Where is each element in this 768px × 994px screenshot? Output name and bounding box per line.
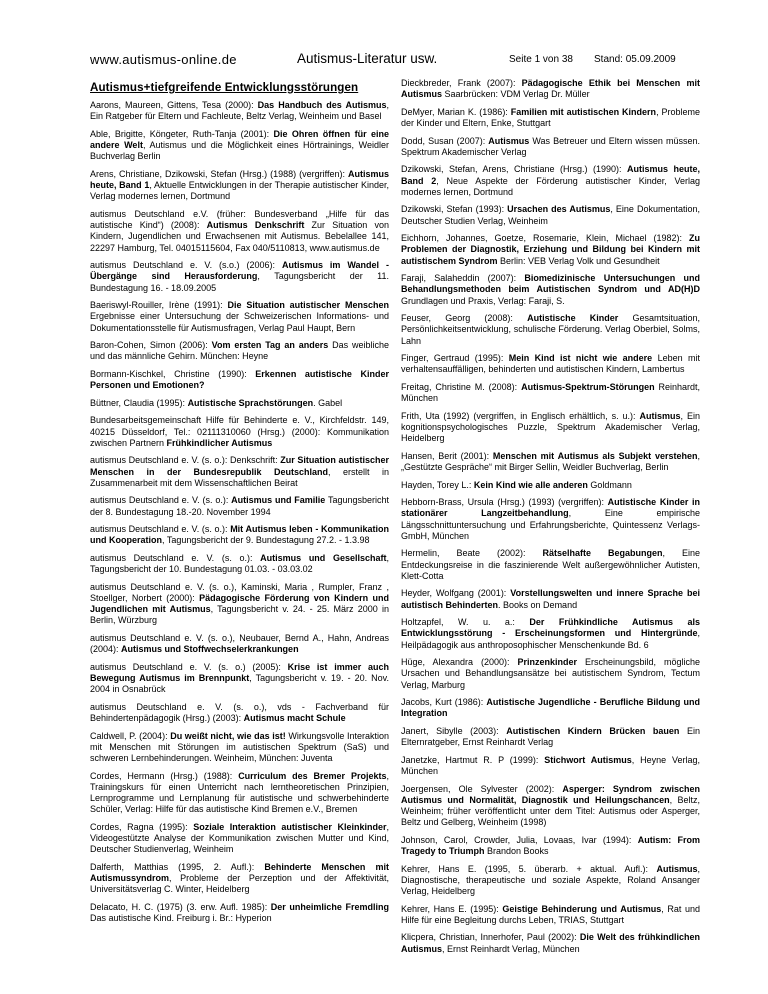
bibliography-entry [90, 455, 389, 489]
entry-title: Autismus im Wandel - Übergänge sind Herausforderung [90, 260, 389, 282]
entry-publisher: , Ein Ratgeber für Eltern und Fachleute, Beltz Verlag, Weinheim und Basel [90, 100, 389, 122]
entry-title: Prinzenkinder [517, 657, 577, 668]
entry-title: Autism: From Tragedy to Triumph [401, 834, 701, 856]
entry-title: Autismus heute, Band 1 [90, 169, 389, 191]
entry-publisher: , Rat und Hilfe für eine Begleitung durchs Leben, TRIAS, Stuttgart [401, 903, 700, 925]
entry-title: Kein Kind wie alle anderen [473, 479, 588, 490]
entry-title: Pädagogische Förderung von Kindern und Jugendlichen mit Autismus [90, 592, 389, 615]
document-title: Autismus-Literatur usw. [297, 51, 438, 66]
entry-author: Kehrer, Hans E. (1995): [401, 903, 503, 914]
entry-author: Aarons, Maureen, Gittens, Tesa (2000): [90, 100, 258, 111]
entry-title: Curriculum des Bremer Projekts [238, 770, 387, 781]
entry-author: Faraji, Salaheddin (2007): [401, 273, 525, 284]
entry-author: DeMyer, Marian K. (1986): [401, 106, 511, 117]
bibliography-entry [401, 755, 700, 777]
bibliography-entry [90, 731, 389, 765]
bibliography-entry [90, 822, 389, 856]
bibliography-entry [401, 353, 700, 375]
entry-publisher: , Ein kognitionspsychologisches Puzzle, Spektrum Akademischer Verlag, Heidelberg [401, 410, 700, 444]
entry-author: Freitag, Christine M. (2008): [401, 381, 522, 392]
entry-author: Dalferth, Matthias (1995, 2. Aufl.): [90, 861, 265, 872]
entry-author: Eichhorn, Johannes, Goetze, Rosemarie, Klein, Michael (1982): [401, 233, 689, 244]
entry-title: Menschen mit Autismus als Subjekt verstehen [492, 450, 698, 461]
entry-publisher: , Heyne Verlag, München [401, 754, 700, 776]
bibliography-entry [90, 582, 389, 627]
page-header [0, 0, 768, 80]
entry-publisher: Zur Situation von Kindern, Jugendlichen und Erwachsenen mit Autismus. Bebelallee 141, 22297 Hamburg, Tel. 04015115604, Fax 040/5110813, www.autismus.de [90, 220, 389, 253]
entry-title: Autistische Kinder [527, 313, 619, 324]
entry-title: Zur Situation autistischer Menschen in der Bundesrepublik Deutschland [90, 455, 390, 477]
bibliography-entry [401, 204, 700, 226]
entry-author: Bormann-Kischkel, Christine (1990): [90, 369, 256, 379]
bibliography-entry [401, 726, 700, 748]
bibliography-entry [90, 415, 389, 449]
entry-author: Büttner, Claudia (1995): [90, 397, 188, 408]
right-column [401, 78, 700, 961]
entry-author: Delacato, H. C. (1975) (3. erw. Aufl. 1985): [90, 901, 271, 912]
entry-author: Caldwell, P. (2004): [90, 730, 171, 741]
entry-publisher: , Probleme der Perzeption und der Affektivität, Universitätsverlag C. Winter, Heidelberg [90, 872, 389, 895]
entry-author: Finger, Gertraud (1995): [401, 353, 509, 364]
page-number: Seite 1 von 38 [509, 54, 573, 65]
entry-title: Autismus [639, 410, 681, 421]
bibliography-entry [401, 497, 700, 542]
bibliography-entry [90, 369, 389, 391]
entry-publisher: Goldmann [587, 479, 632, 490]
bibliography-entry [401, 136, 700, 158]
entry-author: Cordes, Hermann (Hrsg.) (1988): [90, 770, 239, 781]
entry-title: Stichwort Autismus [544, 754, 632, 765]
bibliography-entry [90, 862, 389, 896]
bibliography-entry [90, 340, 389, 362]
entry-title: Vom ersten Tag an anders [211, 340, 329, 351]
entry-title: Ursachen des Autismus [507, 204, 611, 215]
entry-author: Klicpera, Christian, Innerhofer, Paul (2002): [401, 932, 580, 943]
entry-title: Geistige Behinderung und Autismus [502, 903, 662, 914]
entry-publisher: , Tagungsbericht v. 19. - 20. Nov. 2004 in Osnabrück [90, 672, 389, 695]
entry-title: Soziale Interaktion autistischer Kleinkinder [193, 821, 387, 832]
entry-author: Dieckbreder, Frank (2007): [401, 78, 522, 88]
entry-title: Zu Problemen der Diagnostik, Erziehung und Bildung bei Kindern mit autistischem Syndrom [401, 233, 700, 266]
bibliography-entry [90, 300, 389, 334]
bibliography-entry [90, 495, 389, 517]
site-url[interactable]: www.autismus-online.de [90, 52, 237, 67]
entry-author: Janetzke, Hartmut R. P (1999): [401, 754, 545, 765]
entry-publisher: Reinhardt, München [401, 381, 700, 404]
entry-author: autismus Deutschland e. V. (s. o.), Neubauer, Bernd A., Hahn, Andreas (2004): [90, 632, 389, 655]
bibliography-entry [90, 553, 389, 575]
entry-author: Heyder, Wolfgang (2001): [401, 588, 511, 599]
entry-title: Asperger: Syndrom zwischen Autismus und Normalität, Diagnostik und Heilungschancen [401, 783, 700, 805]
bibliography-entry [90, 702, 389, 724]
entry-title: Autismus und Gesellschaft [260, 552, 387, 563]
entry-author: Hansen, Berit (2001): [401, 450, 493, 461]
entry-title: Du weißt nicht, wie das ist! [170, 730, 286, 741]
entry-publisher: , Aktuelle Entwicklungen in der Therapie autistischer Kinder, Verlag modernes lernen, Dortmund [90, 180, 389, 202]
entry-title: Mit Autismus leben - Kommunikation und Kooperation [90, 524, 389, 546]
entry-publisher: , Ernst Reinhardt Verlag, München [442, 943, 580, 954]
entry-author: Arens, Christiane, Dzikowski, Stefan (Hrsg.) (1988) (vergriffen): [90, 169, 348, 179]
entry-title: Autistische Jugendliche - Berufliche Bildung und Integration [401, 697, 701, 719]
entry-title: Autistische Kinder in stationärer Langzeitbehandlung [401, 497, 700, 519]
entry-publisher: , Eine Dokumentation, Deutscher Studien Verlag, Weinheim [401, 204, 700, 226]
entry-author: Baron-Cohen, Simon (2006): [90, 340, 212, 351]
bibliography-entry [401, 835, 700, 857]
bibliography-entry [401, 932, 700, 954]
entry-publisher: Leben mit verhaltensauffälligen, behinderten und autistischen Kindern, Lambertus [401, 353, 700, 375]
bibliography-entry [90, 209, 389, 254]
entry-author: Dzikowski, Stefan, Arens, Christiane (Hrsg.) (1990): [401, 164, 627, 175]
entry-publisher: , Neue Aspekte der Förderung autistischer Kinder, Verlag modernes lernen, Dortmund [401, 175, 700, 197]
entry-title: Autistischen Kindern Brücken bauen [506, 725, 680, 736]
bibliography-entry [401, 411, 700, 445]
entry-author: autismus Deutschland e. V. (s. o.), Kaminski, Maria , Rumpler, Franz , Stoellger, Norbert (2000): [90, 581, 389, 603]
entry-publisher: , Diagnostische, therapeutische und soziale Aspekte, Roland Ansanger Verlag, Heidelberg [401, 863, 700, 896]
bibliography-entry [401, 657, 700, 691]
entry-publisher: , „Gestützte Gespräche“ mit Birger Sellin, Weidler Buchverlag, Berlin [401, 450, 700, 472]
entry-author: Kehrer, Hans E. (1995, 5. überarb. + aktual. Aufl.): [401, 863, 657, 874]
entry-title: Autismus und Familie [231, 495, 326, 506]
entry-publisher: Tagungsbericht der 8. Bundestagung 18.-20. November 1994 [90, 495, 389, 517]
entry-publisher: Wirkungsvolle Interaktion mit Menschen mit Störungen im autistischen Spektrum (SaS) und schweren Lernbehinderungen. Weinheim, München: Juventa [90, 730, 390, 763]
entry-publisher: Berlin: VEB Verlag Volk und Gesundheit [497, 255, 660, 266]
entry-author: Cordes, Ragna (1995): [90, 821, 194, 832]
bibliography-entry [90, 398, 389, 409]
bibliography-entry [90, 771, 389, 816]
entry-title: Behinderte Menschen mit Autismussyndrom [90, 861, 389, 883]
bibliography-entry [401, 697, 700, 719]
entry-author: Frith, Uta (1992) (vergriffen, in Englisch erhältlich, s. u.): [401, 410, 640, 421]
entry-publisher: , Autismus und die Möglichkeit eines Hörtrainings, Weidler Buchverlag Berlin [90, 140, 389, 162]
entry-title: Autistische Sprachstörungen [187, 397, 314, 408]
entry-title: Biomedizinische Untersuchungen und Behandlungsmethoden beim Autistischen Syndrom und AD(H)D [401, 273, 701, 295]
bibliography-entry [90, 662, 389, 696]
bibliography-entry [90, 524, 389, 546]
entry-title: Pädagogische Ethik bei Menschen mit Autismus [401, 78, 700, 100]
entry-publisher: , Trainingskurs für einen Unterricht nach lerntheoretischen Prinzipien, Lernprogramme und Lernplanung für autistische und schwerbehinderte Schüler, Verlag: Hilfe für das autistische Kind Bremen e.V., Bremen [90, 770, 389, 815]
bibliography-entry [401, 617, 700, 651]
entry-author: autismus Deutschland e. V. (s. o.): [90, 495, 232, 506]
revision-date: Stand: 05.09.2009 [594, 54, 676, 65]
entry-title: Der Frühkindliche Autismus als Entwicklungsstörung - Erscheinungsformen und Hintergründe [401, 617, 700, 639]
entry-title: Autismus [656, 863, 698, 874]
bibliography-entry [401, 588, 700, 610]
entry-title: Autismus und Stoffwechselerkrankungen [121, 644, 299, 655]
entry-title: Vorstellungswelten und innere Sprache bei autistisch Behinderten [401, 588, 700, 610]
entry-author: Hüge, Alexandra (2000): [401, 657, 518, 668]
entry-publisher: Was Betreuer und Eltern wissen müssen. Spektrum Akademischer Verlag [401, 135, 700, 157]
entry-publisher: Saarbrücken: VDM Verlag Dr. Müller [442, 89, 590, 100]
bibliography-entry [401, 107, 700, 129]
entry-title: Die Ohren öffnen für eine andere Welt [90, 129, 389, 151]
entry-title: Die Situation autistischer Menschen [227, 300, 389, 311]
entry-title: Der unheimliche Fremdling [270, 901, 389, 912]
bibliography-entry [401, 451, 700, 473]
entry-title: Krise ist immer auch Bewegung Autismus im Brennpunkt [90, 661, 389, 683]
entry-title: Autismus macht Schule [243, 712, 346, 723]
entry-author: autismus Deutschland e. V. (s. o.), vds - Fachverband für Behindertenpädagogik (Hrsg.) (2003): [90, 701, 389, 723]
bibliography-entry [401, 548, 700, 582]
bibliography-entry [401, 164, 700, 198]
entry-title: Autismus-Spektrum-Störungen [521, 381, 655, 392]
entry-title: Frühkindlicher Autismus [166, 437, 273, 448]
entry-publisher: . Gabel [313, 397, 343, 408]
entry-author: autismus Deutschland e. V. (s.o.) (2006): [90, 260, 282, 271]
entry-title: Autismus [488, 135, 530, 146]
entry-author: Bundesarbeitsgemeinschaft Hilfe für Behinderte e. V., Kirchfeldstr. 149, 40215 Düsseldorf, Tel.: 02111310060 (Hrsg.) (2000): Kommunikation zwischen Partnern [90, 415, 389, 448]
entry-author: autismus Deutschland e. V. (s. o.): Denkschrift: [90, 455, 281, 466]
entry-author: autismus Deutschland e.V. (früher: Bundesverband „Hilfe für das autistische Kind“) (2008): [90, 209, 389, 231]
bibliography-entry [401, 233, 700, 267]
entry-author: Feuser, Georg (2008): [401, 313, 528, 324]
section-heading: Autismus+tiefgreifende Entwicklungsstörungen [90, 81, 359, 94]
bibliography-entry [90, 633, 389, 655]
entry-publisher: Ein Elternratgeber, Ernst Reinhardt Verlag [401, 725, 700, 748]
entry-publisher: Das weibliche und das männliche Gehirn. München: Heyne [90, 340, 390, 362]
bibliography-entry [401, 784, 700, 829]
entry-author: Baeriswyl-Rouiller, Irène (1991): [90, 300, 228, 311]
bibliography-entry [90, 902, 389, 924]
entry-author: Hebborn-Brass, Ursula (Hrsg.) (1993) (vergriffen): [401, 497, 608, 508]
entry-publisher: , Eine empirische Längsschnittuntersuchung und Erfahrungsberichte, Quintessenz Verlags-GmbH, München [401, 508, 701, 541]
entry-author: autismus Deutschland e. V. (s. o.): [90, 552, 261, 563]
entry-publisher: Grundlagen und Praxis, Verlag: Faraji, S. [401, 295, 565, 306]
entry-author: Hermelin, Beate (2002): [401, 548, 543, 559]
entry-title: Autismus heute, Band 2 [401, 164, 700, 186]
bibliography-entry [90, 100, 389, 122]
bibliography-entry [90, 169, 389, 203]
entry-author: Janert, Sibylle (2003): [401, 725, 507, 736]
entry-author: Joergensen, Ole Sylvester (2002): [401, 783, 563, 794]
entry-author: Dzikowski, Stefan (1993): [401, 204, 508, 215]
left-column [90, 82, 389, 931]
entry-title: Das Handbuch des Autismus [257, 100, 387, 111]
bibliography-entry [401, 480, 700, 491]
entry-title: Erkennen autistische Kinder Personen und Emotionen? [90, 369, 389, 391]
entry-publisher: Ergebnisse einer Untersuchung der Schweizerischen Informations- und Dokumentationsstelle für Autismusfragen, Verlag Paul Haupt, Bern [90, 311, 389, 333]
entry-publisher: , Tagungsbericht v. 24. - 25. März 2000 in Berlin, Würzburg [90, 604, 389, 626]
entry-publisher: Das autistische Kind. Freiburg i. Br.: Hyperion [90, 912, 272, 923]
bibliography-entry [401, 904, 700, 926]
entry-publisher: , erstellt in Zusammenarbeit mit dem Wissenschaftlichen Beirat [90, 466, 389, 488]
bibliography-entry [401, 273, 700, 307]
entry-publisher: Erscheinungsbild, mögliche Ursachen und Behandlungsansätze bei autistischem Syndrom, Tectum Verlag, Marburg [401, 657, 700, 690]
bibliography-entry [401, 313, 700, 347]
bibliography-entry [401, 382, 700, 404]
entry-publisher: , Videogestützte Analyse der Kommunikation zwischen Mutter und Kind, Deutscher Studienverlag, Weinheim [90, 821, 389, 855]
entry-publisher: , Tagungsbericht der 10. Bundestagung 01.03. - 03.03.02 [90, 552, 390, 575]
entry-author: Hayden, Torey L.: [401, 479, 474, 490]
entry-title: Mein Kind ist nicht wie andere [508, 353, 653, 364]
entry-publisher: , Tagungsbericht der 11. Bundestagung 16. - 18.09.2005 [90, 271, 389, 293]
entry-publisher: , Heilpädagogik aus anthroposophischer Menschenkunde Bd. 6 [401, 628, 700, 650]
bibliography-entry [401, 864, 700, 898]
bibliography-entry [90, 260, 389, 294]
entry-publisher: . Books on Demand [498, 599, 578, 610]
entry-publisher: Gesamtsituation, Persönlichkeitsentwicklung, schulische Förderung. Verlag Oberbiel, Solms, Lahn [401, 313, 701, 346]
entry-title: Autismus Denkschrift [206, 220, 305, 231]
entry-title: Familien mit autistischen Kindern [510, 106, 657, 117]
entry-author: Jacobs, Kurt (1986): [401, 697, 487, 708]
entry-title: Rätselhafte Begabungen [542, 548, 663, 559]
entry-publisher: , Eine Entdeckungsreise in die faszinierende Welt außergewöhnlicher Autisten, Klett-Cotta [401, 548, 700, 581]
entry-publisher: Brandon Books [484, 845, 549, 856]
entry-author: Holtzapfel, W. u. a.: [401, 617, 530, 628]
entry-publisher: , Tagungsbericht der 9. Bundestagung 27.2. - 1.3.98 [162, 535, 370, 546]
entry-author: Johnson, Carol, Crowder, Julia, Lovaas, Ivar (1994): [401, 834, 638, 845]
entry-publisher: , Beltz, Weinheim; früher veröffentlicht unter dem Titel: Autismus oder Asperger, Beltz und Gelberg, Weinheim (1998) [401, 794, 700, 828]
entry-author: autismus Deutschland e. V. (s. o.): [90, 524, 231, 535]
entry-author: autismus Deutschland e. V. (s. o.) (2005): [90, 661, 288, 672]
entry-author: Dodd, Susan (2007): [401, 135, 489, 146]
entry-author: Able, Brigitte, Köngeter, Ruth-Tanja (2001): [90, 129, 274, 139]
bibliography-entry [401, 78, 700, 100]
bibliography-entry [90, 129, 389, 163]
entry-title: Die Welt des frühkindlichen Autismus [401, 932, 700, 954]
entry-publisher: , Probleme der Kinder und Eltern, Enke, Stuttgart [401, 106, 701, 128]
